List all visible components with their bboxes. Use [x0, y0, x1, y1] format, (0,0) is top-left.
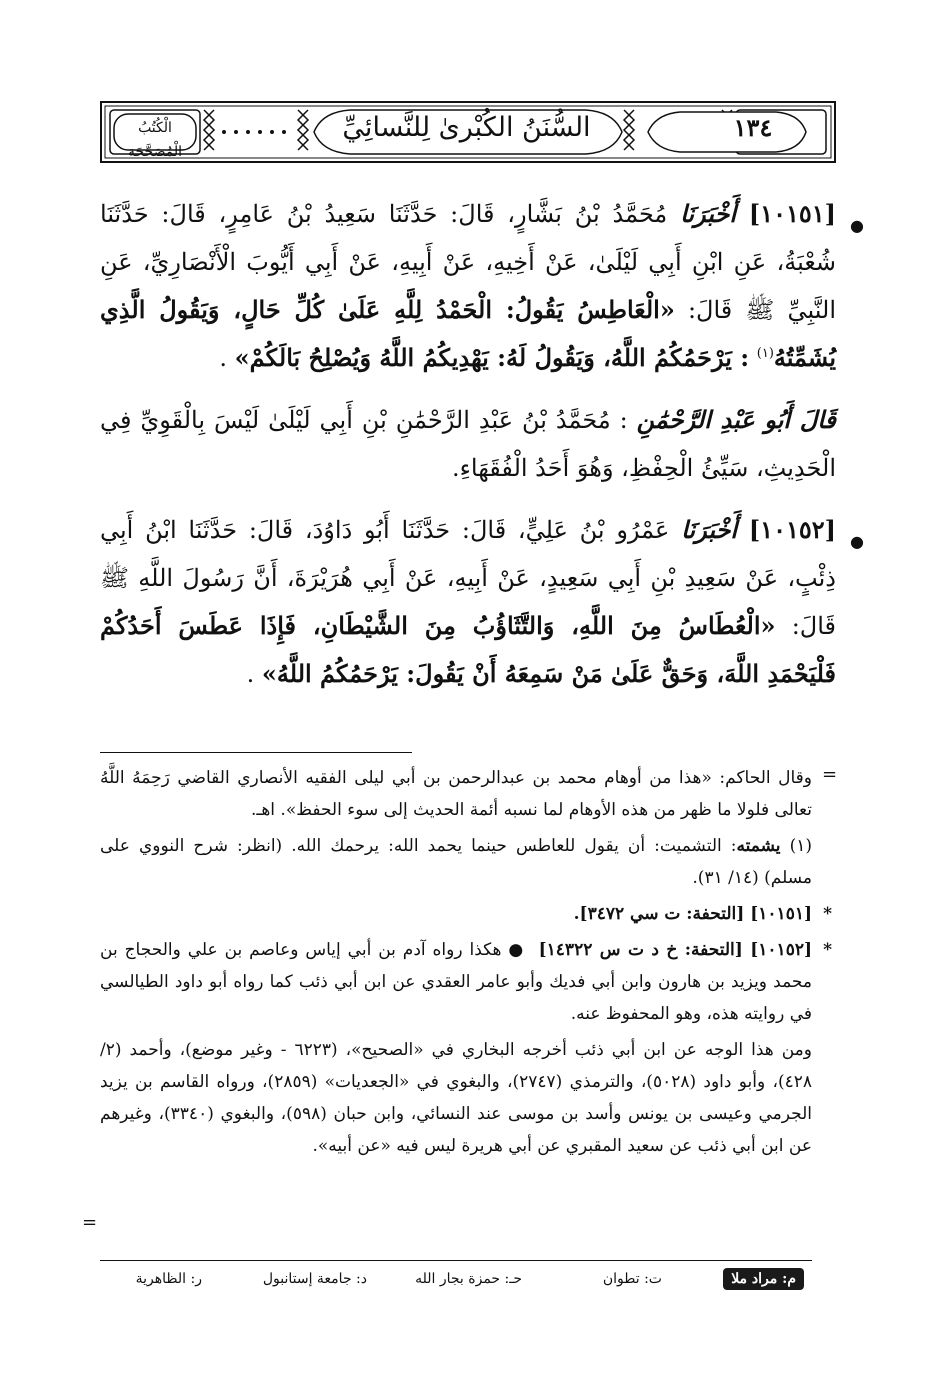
isnad-text: عَمْرُو بْنُ عَلِيٍّ، قَالَ: حَدَّثَنَا أَبُو دَاوُدَ، قَالَ: حَدَّثَنَا ابْنُ أَبِي ذِئْبٍ، عَنْ سَعِيدِ بْنِ أَبِي سَعِيدٍ، عَنْ أَبِيهِ، عَنْ أَبِي هُرَيْرَةَ، أَنَّ رَسُولَ اللَّهِ ﷺ قَالَ:	[100, 516, 836, 640]
sentence-end: .	[246, 660, 255, 688]
author-comment	[100, 396, 836, 492]
matn-text: «الْعُطَاسُ مِنَ اللَّهِ، وَالتَّثَاؤُبُ مِنَ الشَّيْطَانِ، فَإِذَا عَطَسَ أَحَدُكُمْ فَلْيَحْمَدِ اللَّهَ، وَحَقٌّ عَلَىٰ مَنْ سَمِعَهُ أَنْ يَقُولَ: يَرْحَمُكُمُ اللَّهُ»	[100, 611, 836, 688]
footnotes	[100, 762, 832, 1166]
takhrij-head: [١٠١٥٢] [التحفة: خ د ت س ١٤٣٢٢]	[538, 940, 812, 960]
matn-text-cont: : يَرْحَمُكُمُ اللَّهُ، وَيَقُولُ لَهُ: يَهْدِيكُمُ اللَّهُ وَيُصْلِحُ بَالَكُمْ»	[234, 343, 750, 372]
footer-rule	[100, 1260, 812, 1261]
sentence-end: .	[219, 344, 228, 372]
star-icon: *	[823, 904, 832, 924]
takhrij-text: هكذا رواه آدم بن أبي إياس وعاصم بن علي والحجاج بن محمد ويزيد بن هارون وابن أبي فديك وأبو عامر العقدي عن ابن أبي ذئب كما رواه أبو داود الطيالسي في روايته هذه، وهو المحفوظ عنه.	[100, 940, 812, 1024]
running-header	[100, 96, 836, 168]
continues-marker: =	[82, 1212, 98, 1233]
main-text	[100, 190, 864, 712]
siglum-t: ت: تطوان	[602, 1271, 662, 1287]
takhrij-text: [١٠١٥١] [التحفة: ت سي ٣٤٧٢].	[573, 904, 812, 924]
siglum-h: حـ: حمزة بجار الله	[415, 1271, 522, 1287]
footnote-hakim: وقال الحاكم: «هذا من أوهام محمد بن عبدالرحمن بن أبي ليلى الفقيه الأنصاري القاضي رَحِمَهُ اللَّهُ تعالى فلولا ما ظهر من هذه الأوهام لما نسبه أئمة الحديث إلى سوء الحفظ». اهـ.	[100, 768, 812, 820]
comment-text: : مُحَمَّدُ بْنُ عَبْدِ الرَّحْمَٰنِ بْنِ أَبِي لَيْلَىٰ لَيْسَ بِالْقَوِيِّ فِي الْحَدِيثِ، سَيِّئُ الْحِفْظِ، وَهُوَ أَحَدُ الْفُقَهَاءِ.	[100, 406, 836, 482]
continued-marker: =	[822, 764, 838, 785]
footnote-marker: (١)	[789, 836, 812, 856]
hadith-10151	[100, 190, 864, 382]
bullet-icon: ●	[850, 532, 864, 551]
manuscript-sigla	[100, 1264, 812, 1296]
akhbarana-label: أَخْبَرَنَا	[681, 515, 738, 544]
takhrij-10151	[100, 898, 832, 930]
footnote-ref[interactable]: (١)	[756, 346, 774, 361]
bullet-icon: ●	[850, 216, 864, 235]
footnote-term: يشمته	[736, 836, 781, 856]
siglum-r: ر: الظاهرية	[135, 1271, 202, 1287]
hadith-number: [١٠١٥٢]	[748, 515, 836, 544]
star-icon: *	[823, 940, 832, 960]
takhrij-10152	[100, 934, 832, 1030]
footnote-text: : التشميت: أن يقول للعاطس حينما يحمد الله: يرحمك الله. (انظر: شرح النووي على مسلم) (١٤/ ٣١).	[100, 836, 812, 888]
hadith-10152	[100, 506, 864, 698]
siglum-m-badge: م: مراد ملا	[723, 1268, 804, 1290]
matn-text: «الْعَاطِسُ يَقُولُ: الْحَمْدُ لِلَّهِ عَلَىٰ كُلِّ حَالٍ، وَيَقُولُ الَّذِي يُشَمِّتُهُ	[100, 295, 836, 372]
dot-icon: ●	[508, 940, 525, 960]
takhrij-10152-cont: ومن هذا الوجه عن ابن أبي ذئب أخرجه البخاري في «الصحيح»، (٦٢٢٣ - وغير موضع)، وأحمد (٢/ ٤٢٨)، وأبو داود (٥٠٢٨)، والترمذي (٢٧٤٧)، والبغوي في «الجعديات» (٢٨٥٩)، ورواه القاسم بن يزيد الجرمي وعيسى بن يونس وأسد بن موسى عند النسائي، وابن حبان (٥٩٨)، والبغوي (٣٣٤٠)، وغيرهم عن ابن أبي ذئب عن سعيد المقبري عن أبي هريرة ليس فيه «عن أبيه».	[100, 1040, 813, 1156]
siglum-d: د: جامعة إستانبول	[262, 1271, 367, 1287]
hadith-number: [١٠١٥١]	[748, 199, 836, 228]
publisher-logo: الْكُتُبُ الْمُصَحَّحَة	[128, 120, 182, 160]
book-title: السُّنَنُ الكُبْرىٰ لِلنَّسائِيِّ	[342, 112, 591, 143]
comment-lead: قَالَ أَبُو عَبْدِ الرَّحْمَٰنِ	[636, 405, 836, 434]
page-number: ١٣٤	[733, 113, 773, 142]
footnote-1	[100, 830, 812, 894]
akhbarana-label: أَخْبَرَنَا	[680, 199, 737, 228]
isnad-text: مُحَمَّدُ بْنُ بَشَّارٍ، قَالَ: حَدَّثَنَا سَعِيدُ بْنُ عَامِرٍ، قَالَ: حَدَّثَنَا شُعْبَةُ، عَنِ ابْنِ أَبِي لَيْلَىٰ، عَنْ أَخِيهِ، عَنْ أَبِيهِ، عَنْ أَبِي أَيُّوبَ الْأَنْصَارِيِّ، عَنِ النَّبِيِّ ﷺ قَالَ:	[100, 200, 837, 324]
footnote-separator	[100, 752, 412, 753]
